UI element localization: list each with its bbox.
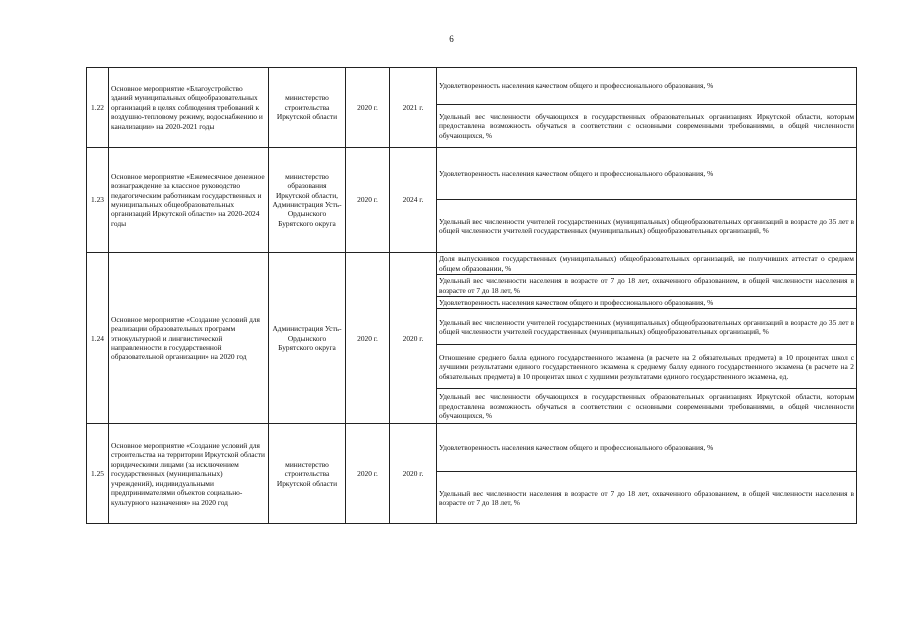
row-number: 1.25 — [87, 424, 109, 524]
indicator-cell: Удельный вес численности населения в возрасте от 7 до 18 лет, охваченного образованием, в общей численности населения в возрасте от 7 до 18 лет, % — [437, 275, 857, 297]
responsible-cell: министерство строительства Иркутской области — [269, 68, 346, 148]
indicator-cell: Удовлетворенность населения качеством общего и профессионального образования, % — [437, 424, 857, 472]
indicator-cell: Удельный вес численности обучающихся в государственных образовательных организациях Иркутской области, которым предоставлена возможность обучаться в соответствии с основными современными требованиями, в общей численности обучающихся, % — [437, 389, 857, 424]
event-cell: Основное мероприятие «Ежемесячное денежное вознаграждение за классное руководство педагогическим работникам государственных и муниципальных общеобразовательных организаций Иркутской области» на 2020-2024 годы — [109, 148, 269, 253]
end-year-cell: 2020 г. — [390, 424, 437, 524]
indicator-cell: Отношение среднего балла единого государственного экзамена (в расчете на 2 обязательных предмета) в 10 процентах школ с лучшими результатами единого государственного экзамена к среднему баллу единого государственного экзамена (в расчете на 2 обязательных предмета) в 10 процентах школ с худшими результатами единого государственного экзамена, ед. — [437, 345, 857, 389]
start-year-cell: 2020 г. — [346, 253, 390, 424]
event-cell: Основное мероприятие «Благоустройство зданий муниципальных общеобразовательных организаций в целях соблюдения требований к воздушно-тепловому режиму, водоснабжению и канализации» на 2020-2021 годы — [109, 68, 269, 148]
start-year-cell: 2020 г. — [346, 148, 390, 253]
end-year-cell: 2024 г. — [390, 148, 437, 253]
indicator-cell: Удельный вес численности учителей государственных (муниципальных) общеобразовательных организаций в возрасте до 35 лет в общей численности учителей государственных (муниципальных) общеобразовательных организаций, % — [437, 309, 857, 345]
table-row — [87, 148, 857, 200]
table-row — [87, 424, 857, 472]
table-row — [87, 253, 857, 275]
responsible-cell: министерство образования Иркутской области, Администрация Усть-Ордынского Бурятского округа — [269, 148, 346, 253]
indicator-cell: Удовлетворенность населения качеством общего и профессионального образования, % — [437, 148, 857, 200]
table-row — [87, 68, 857, 105]
event-cell: Основное мероприятие «Создание условий для реализации образовательных программ этнокультурной и лингвистической направленности в государственной образовательной организации» на 2020 год — [109, 253, 269, 424]
page-number: 6 — [449, 34, 454, 44]
indicator-cell: Удельный вес численности населения в возрасте от 7 до 18 лет, охваченного образованием, в общей численности населения в возрасте от 7 до 18 лет, % — [437, 472, 857, 524]
responsible-cell: Администрация Усть-Ордынского Бурятского округа — [269, 253, 346, 424]
end-year-cell: 2020 г. — [390, 253, 437, 424]
row-number: 1.22 — [87, 68, 109, 148]
start-year-cell: 2020 г. — [346, 424, 390, 524]
start-year-cell: 2020 г. — [346, 68, 390, 148]
measures-table — [86, 67, 857, 524]
indicator-cell: Доля выпускников государственных (муниципальных) общеобразовательных организаций, не получивших аттестат о среднем общем образовании, % — [437, 253, 857, 275]
row-number: 1.23 — [87, 148, 109, 253]
responsible-cell: министерство строительства Иркутской области — [269, 424, 346, 524]
end-year-cell: 2021 г. — [390, 68, 437, 148]
indicator-cell: Удельный вес численности учителей государственных (муниципальных) общеобразовательных организаций в возрасте до 35 лет в общей численности учителей государственных (муниципальных) общеобразовательных организаций, % — [437, 200, 857, 253]
event-cell: Основное мероприятие «Создание условий для строительства на территории Иркутской области юридическими лицами (за исключением государственных (муниципальных) учреждений), индивидуальными предпринимателями объектов социально-культурного назначения» на 2020 год — [109, 424, 269, 524]
indicator-cell: Удовлетворенность населения качеством общего и профессионального образования, % — [437, 297, 857, 309]
row-number: 1.24 — [87, 253, 109, 424]
indicator-cell: Удовлетворенность населения качеством общего и профессионального образования, % — [437, 68, 857, 105]
indicator-cell: Удельный вес численности обучающихся в государственных образовательных организациях Иркутской области, которым предоставлена возможность обучаться в соответствии с основными современными требованиями, в общей численности обучающихся, % — [437, 105, 857, 148]
